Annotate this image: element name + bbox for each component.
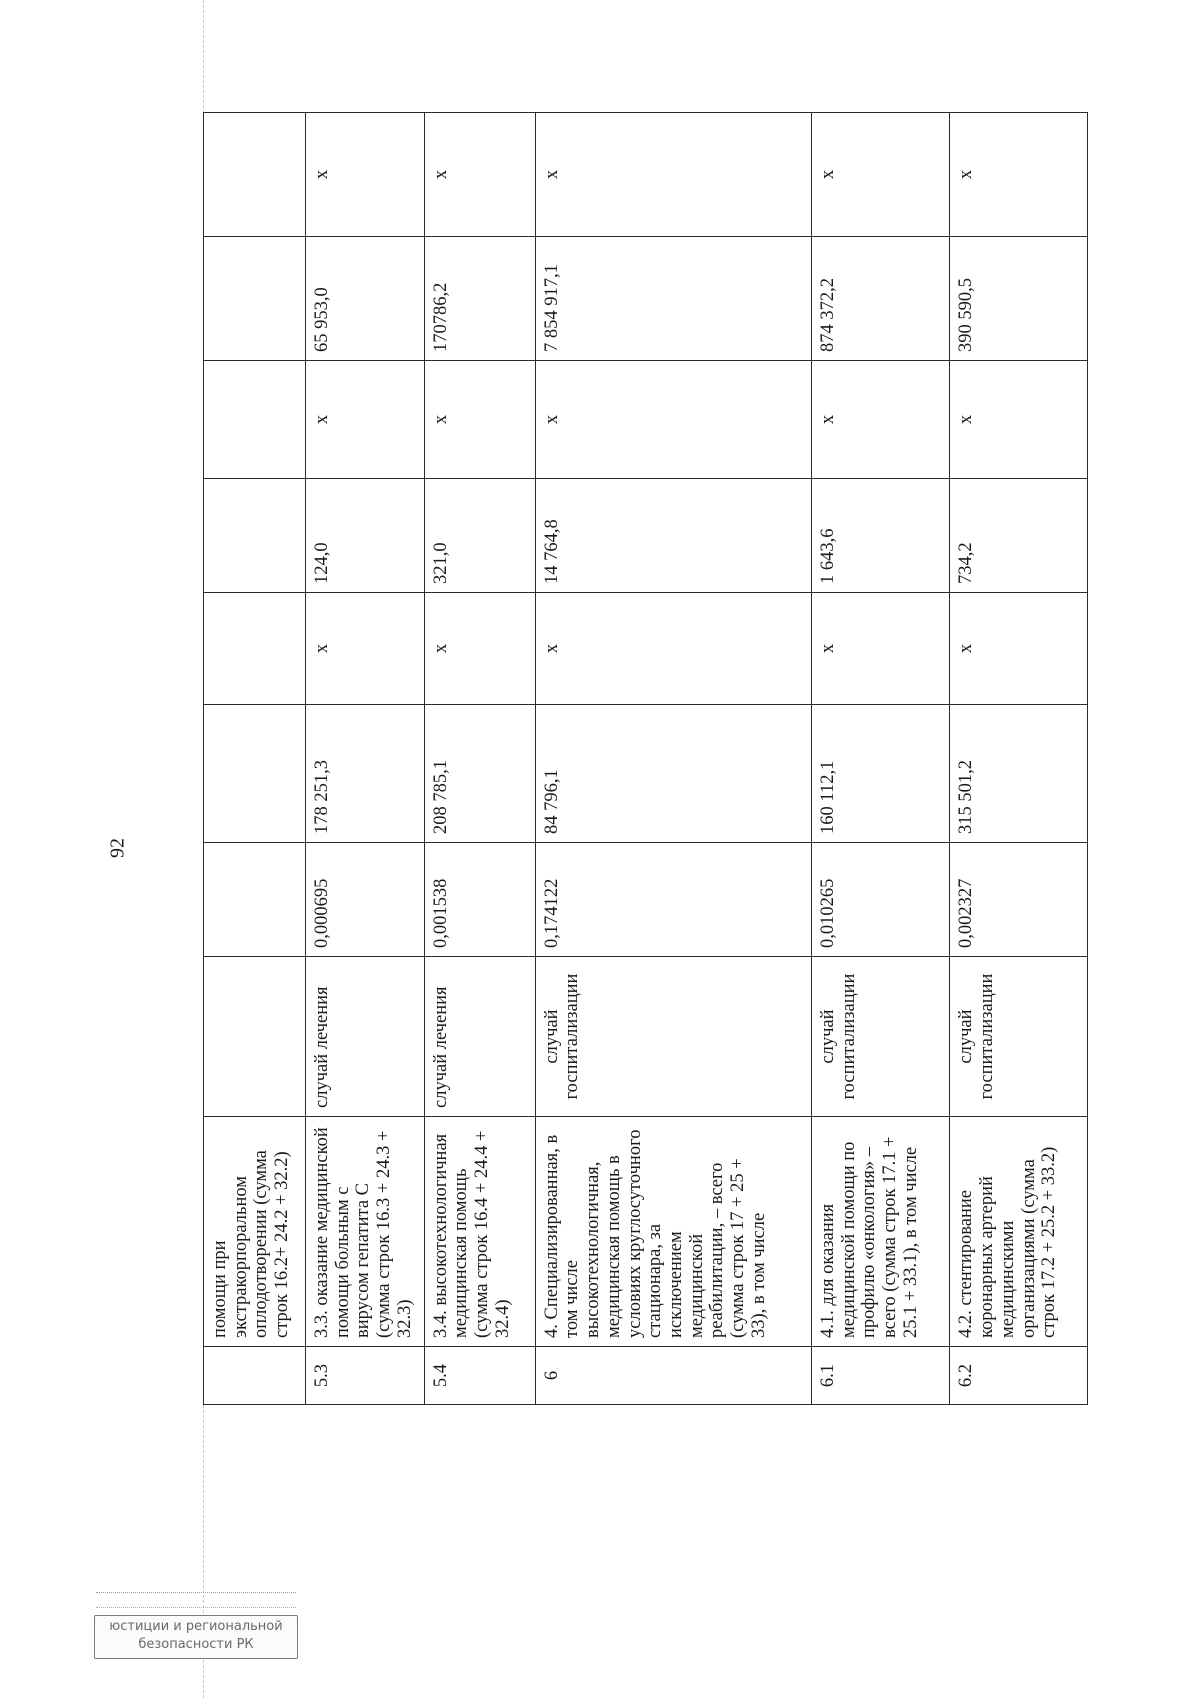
row-value: х: [305, 361, 424, 479]
row-unit: случай лечения: [424, 957, 535, 1117]
row-name: 4.2. стентирование коронарных артерий медицинскими организациями (сумма строк 17.2 + 25.2 + 33.2): [950, 1117, 1088, 1347]
row-value: 208 785,1: [424, 705, 535, 843]
row-value: 14 764,8: [535, 479, 811, 593]
row-value: 0,001538: [424, 843, 535, 957]
row-value: 0,002327: [950, 843, 1088, 957]
row-value: х: [305, 113, 424, 237]
table-row: [811, 113, 950, 1405]
row-unit: случай лечения: [305, 957, 424, 1117]
row-value: 0,000695: [305, 843, 424, 957]
row-name: 3.4. высокотехнологичная медицинская помощь (сумма строк 16.4 + 24.4 + 32.4): [424, 1117, 535, 1347]
row-value: 874 372,2: [811, 237, 950, 361]
row-id: 6.2: [950, 1347, 1088, 1405]
row-value: х: [811, 593, 950, 705]
row-value: 0,174122: [535, 843, 811, 957]
row-name: помощи при экстракорпоральном оплодотворении (сумма строк 16.2+ 24.2 + 32.2): [204, 1117, 306, 1347]
rotated-table-container: [203, 113, 1088, 1405]
table-row: [950, 113, 1088, 1405]
registration-stamp: [94, 1615, 298, 1659]
row-value: х: [811, 361, 950, 479]
row-unit: [204, 957, 306, 1117]
row-value: [204, 113, 306, 237]
row-value: х: [535, 593, 811, 705]
row-value: 7 854 917,1: [535, 237, 811, 361]
row-name: 4. Специализированная, в том числе высокотехнологичная, медицинская помощь в условиях круглосуточного стационара, за исключением медицинской реабилитации, – всего (сумма строк 17 + 25 + 33), в том числе: [535, 1117, 811, 1347]
financing-table: [203, 112, 1088, 1405]
row-value: 170786,2: [424, 237, 535, 361]
row-value: [204, 843, 306, 957]
table-row: [424, 113, 535, 1405]
row-value: 124,0: [305, 479, 424, 593]
row-id: 5.3: [305, 1347, 424, 1405]
row-name: 4.1. для оказания медицинской помощи по профилю «онкология» – всего (сумма строк 17.1 + 25.1 + 33.1), в том числе: [811, 1117, 950, 1347]
page-number: 92: [106, 838, 129, 858]
row-value: х: [950, 361, 1088, 479]
row-value: [204, 593, 306, 705]
row-value: [204, 479, 306, 593]
row-id: 6.1: [811, 1347, 950, 1405]
row-value: [204, 237, 306, 361]
table-row: [305, 113, 424, 1405]
row-value: х: [424, 113, 535, 237]
row-value: х: [424, 593, 535, 705]
row-value: х: [950, 593, 1088, 705]
row-unit: случай госпитализации: [811, 957, 950, 1117]
row-value: 321,0: [424, 479, 535, 593]
row-unit: случай госпитализации: [950, 957, 1088, 1117]
stamp-header-lines: [96, 1592, 296, 1608]
table-row: [535, 113, 811, 1405]
row-id: 5.4: [424, 1347, 535, 1405]
row-name: 3.3. оказание медицинской помощи больным с вирусом гепатита С (сумма строк 16.3 + 24.3 + 32.3): [305, 1117, 424, 1347]
row-value: х: [305, 593, 424, 705]
row-value: 390 590,5: [950, 237, 1088, 361]
row-value: 160 112,1: [811, 705, 950, 843]
row-value: 84 796,1: [535, 705, 811, 843]
stamp-line-1: юстиции и региональной: [109, 1619, 283, 1634]
row-value: х: [535, 361, 811, 479]
row-value: [204, 361, 306, 479]
stamp-line-2: безопасности РК: [138, 1637, 254, 1652]
row-value: 734,2: [950, 479, 1088, 593]
row-value: 178 251,3: [305, 705, 424, 843]
row-value: [204, 705, 306, 843]
row-id: 6: [535, 1347, 811, 1405]
row-value: х: [535, 113, 811, 237]
row-value: 65 953,0: [305, 237, 424, 361]
row-value: 0,010265: [811, 843, 950, 957]
row-value: х: [950, 113, 1088, 237]
row-value: 1 643,6: [811, 479, 950, 593]
row-value: 315 501,2: [950, 705, 1088, 843]
row-value: х: [424, 361, 535, 479]
row-value: х: [811, 113, 950, 237]
row-unit: случай госпитализации: [535, 957, 811, 1117]
table-row: [204, 113, 306, 1405]
row-id: [204, 1347, 306, 1405]
